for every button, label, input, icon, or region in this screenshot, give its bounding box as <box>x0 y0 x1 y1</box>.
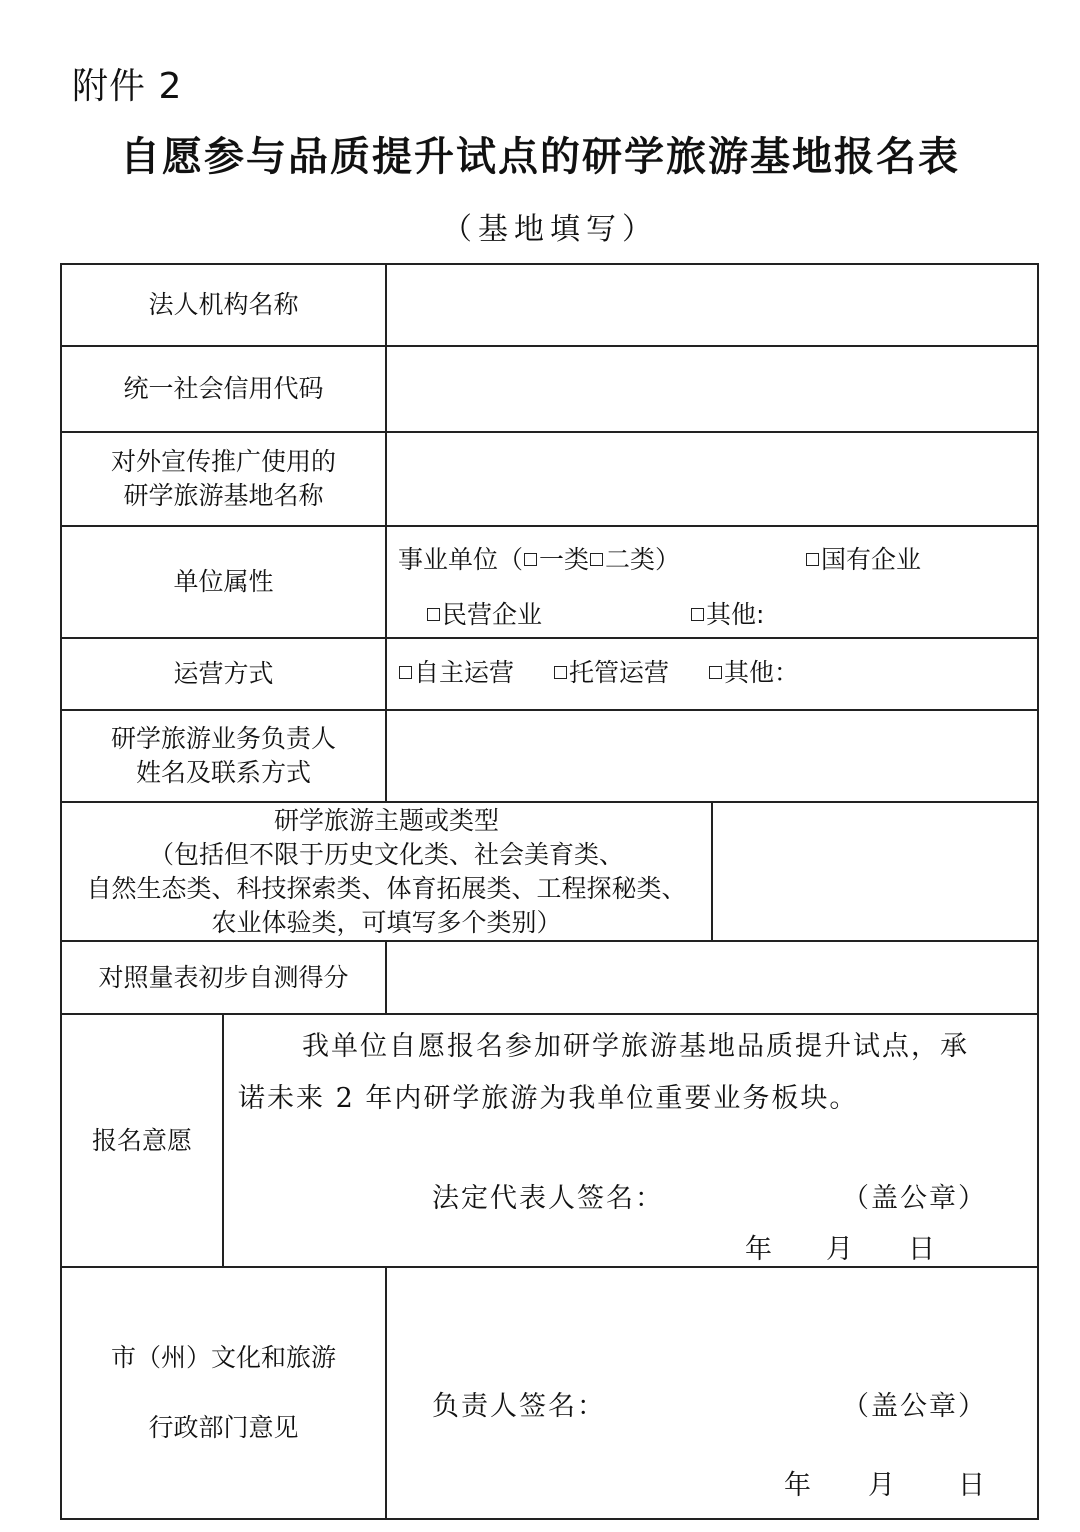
self-score-field[interactable] <box>387 942 1037 1013</box>
unit-other-option <box>690 598 764 632</box>
public-institution-prefix: 事业单位（ <box>398 545 524 574</box>
private-label: 民营企业 <box>442 600 543 629</box>
promo-name-label <box>62 433 385 525</box>
dept-opinion-label-line2: 行政部门意见 <box>148 1413 299 1442</box>
table-border-right <box>1037 263 1039 1520</box>
table-border-bottom <box>60 1518 1039 1520</box>
intent-statement-line1: 我单位自愿报名参加研学旅游基地品质提升试点，承 <box>302 1031 969 1062</box>
operation-other-label: 其他： <box>724 658 800 687</box>
self-operated-label: 自主运营 <box>414 658 515 687</box>
public-institution-option <box>398 543 680 577</box>
state-owned-option <box>805 543 921 577</box>
dept-signature-label: 负责人签名： <box>432 1391 606 1422</box>
dept-year-label: 年 <box>784 1470 813 1501</box>
column-divider <box>385 1266 387 1520</box>
contact-label <box>62 711 385 801</box>
operation-label: 运营方式 <box>173 659 274 688</box>
dept-seal-label: （盖公章） <box>842 1391 987 1422</box>
legal-entity-label: 法人机构名称 <box>148 290 299 319</box>
entrusted-option <box>553 656 669 690</box>
public-institution-suffix: ） <box>655 545 681 574</box>
entrusted-label: 托管运营 <box>569 658 670 687</box>
intent-month-label: 月 <box>826 1234 855 1265</box>
credit-code-label: 统一社会信用代码 <box>123 374 324 403</box>
dept-opinion-label-line1: 市（州）文化和旅游 <box>110 1343 336 1372</box>
self-score-label: 对照量表初步自测得分 <box>98 962 349 992</box>
contact-label-line2: 姓名及联系方式 <box>135 758 311 787</box>
intent-day-label: 日 <box>908 1234 937 1265</box>
private-option <box>426 598 542 632</box>
unit-other-label: 其他: <box>706 600 765 629</box>
credit-code-field[interactable] <box>387 347 1037 431</box>
unit-other-checkbox[interactable] <box>691 608 704 621</box>
class-one-checkbox[interactable] <box>524 553 537 566</box>
theme-label-line3: 自然生态类、科技探索类、体育拓展类、工程探秘类、 <box>86 873 687 903</box>
intent-label: 报名意愿 <box>91 1125 192 1155</box>
dept-day-label: 日 <box>958 1470 987 1501</box>
legal-rep-signature-label: 法定代表人签名： <box>432 1183 664 1214</box>
entrusted-checkbox[interactable] <box>554 666 567 679</box>
state-owned-label: 国有企业 <box>821 545 922 574</box>
dept-opinion-label <box>62 1268 385 1518</box>
attachment-label: 附件 2 <box>72 66 183 107</box>
theme-field[interactable] <box>713 803 1037 940</box>
private-checkbox[interactable] <box>427 608 440 621</box>
unit-attr-label: 单位属性 <box>173 567 274 596</box>
operation-other-checkbox[interactable] <box>709 666 722 679</box>
promo-name-label-line1: 对外宣传推广使用的 <box>110 447 336 476</box>
theme-label-line2: （包括但不限于历史文化类、社会美育类、 <box>148 839 624 869</box>
theme-label-line1: 研学旅游主题或类型 <box>273 805 499 835</box>
intent-seal-label: （盖公章） <box>842 1183 987 1214</box>
theme-label <box>62 803 711 940</box>
theme-label-line4: 农业体验类，可填写多个类别） <box>211 907 562 937</box>
class-two-label: 二类 <box>605 545 656 574</box>
contact-label-line1: 研学旅游业务负责人 <box>110 724 336 753</box>
class-two-checkbox[interactable] <box>590 553 603 566</box>
page-title: 自愿参与品质提升试点的研学旅游基地报名表 <box>120 133 960 180</box>
state-owned-checkbox[interactable] <box>806 553 819 566</box>
operation-other-option <box>708 656 799 690</box>
contact-field[interactable] <box>387 711 1037 801</box>
class-one-label: 一类 <box>539 545 590 574</box>
self-operated-checkbox[interactable] <box>399 666 412 679</box>
self-operated-option <box>398 656 514 690</box>
promo-name-field[interactable] <box>387 433 1037 525</box>
page-subtitle: （基地填写） <box>442 212 658 247</box>
intent-year-label: 年 <box>745 1234 774 1265</box>
dept-month-label: 月 <box>868 1470 897 1501</box>
promo-name-label-line2: 研学旅游基地名称 <box>123 481 324 510</box>
intent-statement-line2: 诺未来 2 年内研学旅游为我单位重要业务板块。 <box>238 1083 859 1114</box>
column-divider <box>222 1013 224 1268</box>
legal-entity-field[interactable] <box>387 265 1037 345</box>
